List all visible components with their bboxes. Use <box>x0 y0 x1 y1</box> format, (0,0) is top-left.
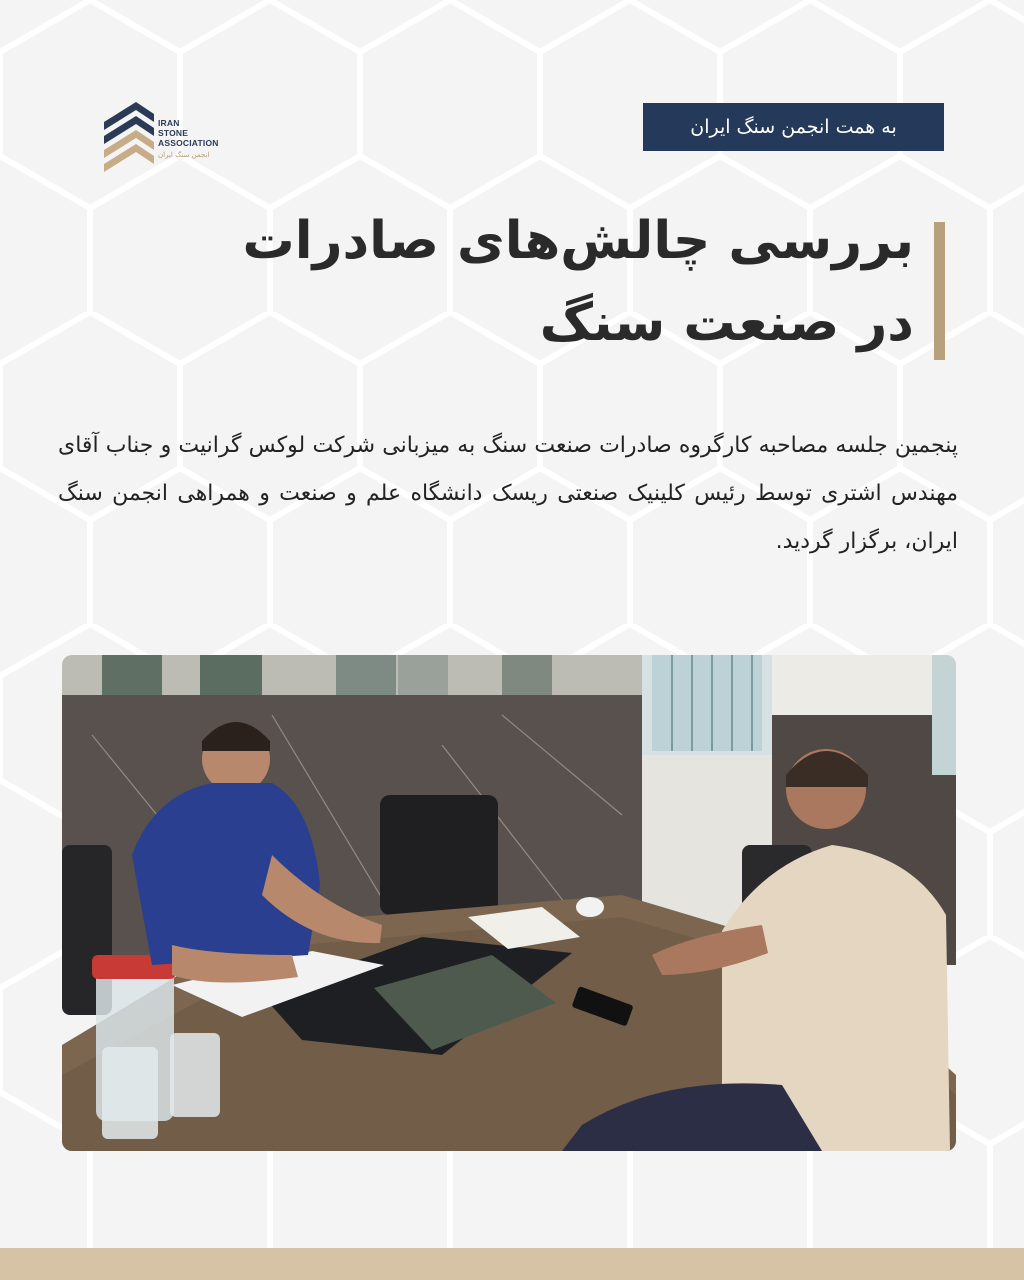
headline-line-2: در صنعت سنگ <box>539 293 914 353</box>
sponsor-badge: به همت انجمن سنگ ایران <box>643 103 944 151</box>
logo-text-en: IRAN STONE ASSOCIATION <box>158 118 219 148</box>
headline <box>154 200 914 364</box>
title-accent-bar <box>934 222 945 360</box>
body-paragraph: پنجمین جلسه مصاحبه کارگروه صادرات صنعت سنگ به میزبانی شرکت لوکس گرانیت و جناب آقای مهندس اشتری توسط رئیس کلینیک صنعتی ریسک دانشگاه علم و صنعت و همراهی انجمن سنگ ایران، برگزار گردید. <box>58 433 958 554</box>
headline-line-1: بررسی چالش‌های صادرات <box>242 211 914 271</box>
logo-text-fa: انجمن سنگ ایران <box>158 151 210 159</box>
meeting-photo <box>62 655 956 1151</box>
footer-band <box>0 1248 1024 1280</box>
